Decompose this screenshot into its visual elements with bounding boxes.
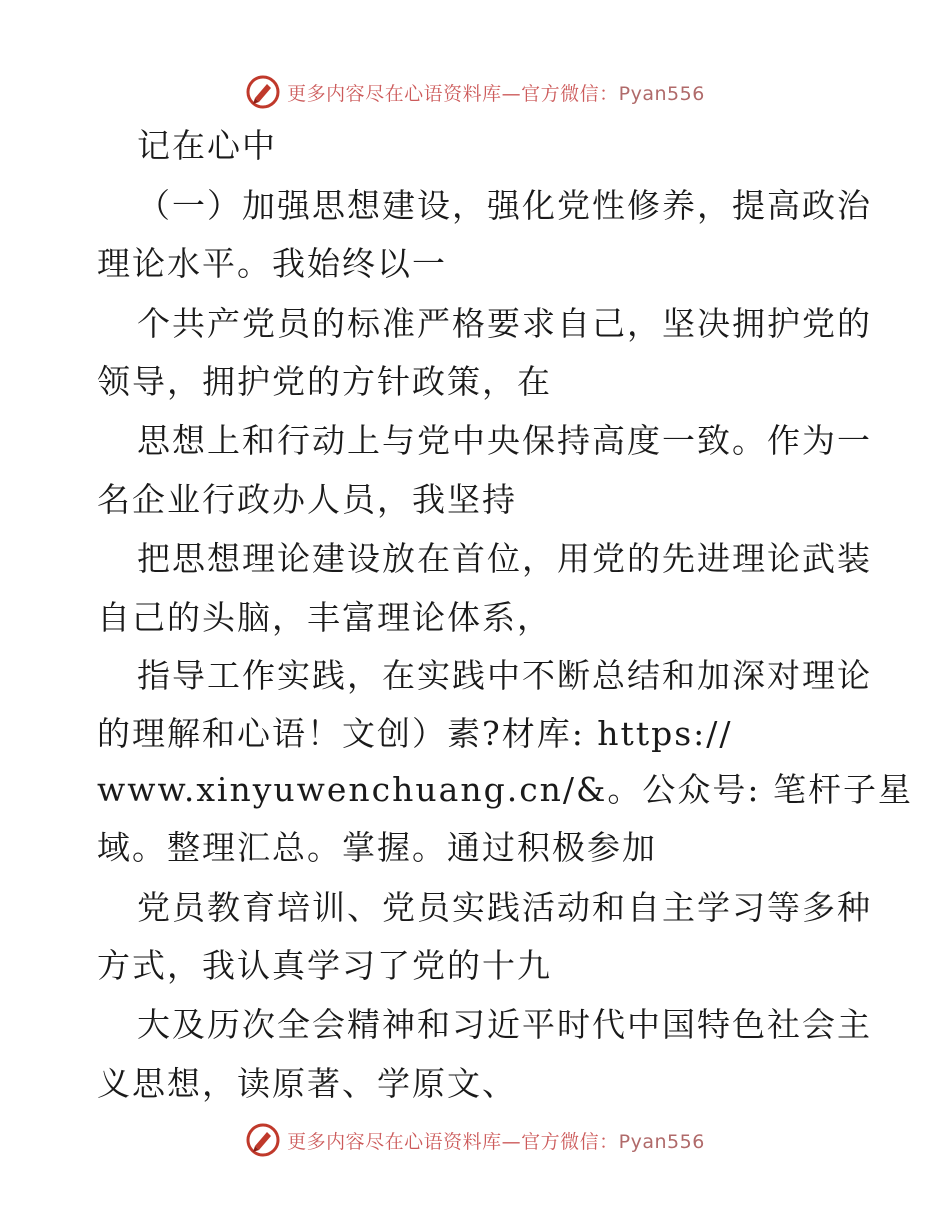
banner-text: 更多内容尽在心语资料库—官方微信： (287, 82, 619, 105)
text-line: 记在心中 (137, 126, 277, 165)
wechat-id: Pyan556 (618, 1130, 705, 1153)
text-line: 把思想理论建设放在首位，用党的先进理论武装 (137, 539, 872, 578)
text-line: 个共产党员的标准严格要求自己，坚决拥护党的 (137, 304, 872, 343)
text-line: 指导工作实践，在实践中不断总结和加深对理论 (137, 656, 872, 695)
text-line: 领导，拥护党的方针政策，在 (97, 362, 552, 401)
text-line: 义思想，读原著、学原文、 (97, 1064, 517, 1103)
text-line: 名企业行政办人员，我坚持 (97, 480, 517, 519)
wechat-id: Pyan556 (618, 82, 705, 105)
text-line: 自己的头脑，丰富理论体系， (97, 598, 552, 637)
text-line: 方式，我认真学习了党的十九 (97, 946, 552, 985)
text-line: 大及历次全会精神和习近平时代中国特色社会主 (137, 1005, 872, 1044)
header-watermark-banner (0, 72, 950, 112)
text-line: www.xinyuwenchuang.cn/&。公众号: 笔杆子星 (97, 770, 914, 809)
text-line: 理论水平。我始终以一 (97, 244, 447, 283)
pen-logo-icon (245, 1122, 281, 1158)
text-line: 思想上和行动上与党中央保持高度一致。作为一 (137, 421, 872, 460)
pen-logo-icon (245, 74, 281, 110)
banner-text: 更多内容尽在心语资料库—官方微信： (287, 1130, 619, 1153)
footer-watermark-banner (0, 1120, 950, 1160)
text-line: 域。整理汇总。掌握。通过积极参加 (97, 828, 657, 867)
text-line: 的理解和心语！文创）素?材库: https:// (97, 714, 733, 753)
text-line: 党员教育培训、党员实践活动和自主学习等多种 (137, 888, 872, 927)
text-line: （一）加强思想建设，强化党性修养，提高政治 (137, 186, 872, 225)
